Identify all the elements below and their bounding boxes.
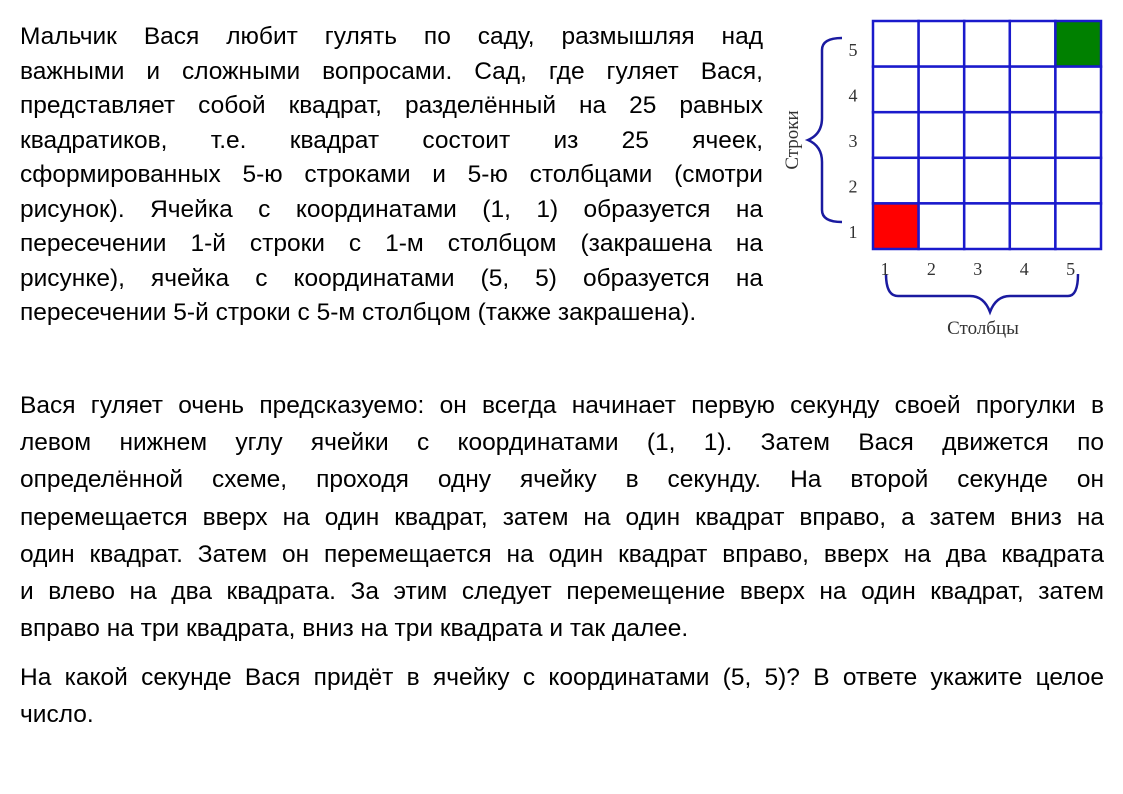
column-number: 2 xyxy=(926,259,936,279)
grid-cell-3-2 xyxy=(919,112,965,158)
grid-cell-1-2 xyxy=(919,203,965,249)
grid-cell-4-4 xyxy=(1010,67,1056,113)
text-line: рисунок). Ячейка с координатами (1, 1) образуется на xyxy=(20,195,763,223)
text-line: один квадрат. Затем он перемещается на один квадрат вправо, вверх на два квадрата xyxy=(20,540,1104,568)
column-number: 3 xyxy=(973,259,983,279)
grid-cell-3-4 xyxy=(1010,112,1056,158)
text-line: На какой секунде Вася придёт в ячейку с координатами (5, 5)? В ответе укажите целое xyxy=(20,664,1104,691)
paragraph-movement xyxy=(20,387,1104,647)
grid-cell-2-3 xyxy=(964,158,1010,204)
row-number: 5 xyxy=(848,39,858,60)
grid-cell-5-3 xyxy=(964,21,1010,67)
text-line: пересечении 1-й строки с 1-м столбцом (закрашена на xyxy=(20,230,763,257)
grid-cell-3-5 xyxy=(1055,112,1101,158)
text-line: определённой схеме, проходя одну ячейку в секунду. На второй секунде он xyxy=(20,466,1104,494)
row-number: 1 xyxy=(848,222,858,243)
garden-grid-figure xyxy=(780,10,1110,350)
grid-cell-4-2 xyxy=(919,67,965,113)
column-number: 1 xyxy=(880,259,890,279)
grid-cell-5-1 xyxy=(873,21,919,67)
grid-cell-2-1 xyxy=(873,158,919,204)
grid-cell-2-2 xyxy=(919,158,965,204)
text-line: число. xyxy=(20,701,94,729)
text-line: квадратиков, т.е. квадрат состоит из 25 ячеек, xyxy=(20,126,763,154)
rows-brace-icon xyxy=(808,38,842,222)
text-line: важными и сложными вопросами. Сад, где гуляет Вася, xyxy=(20,57,763,85)
grid-cell-2-4 xyxy=(1010,158,1056,204)
columns-label: Столбцы xyxy=(947,318,1019,339)
grid-cell-3-3 xyxy=(964,112,1010,158)
text-line: перемещается вверх на один квадрат, затем на один квадрат вправо, а затем вниз на xyxy=(20,503,1104,531)
text-line: Вася гуляет очень предсказуемо: он всегда начинает первую секунду своей прогулки в xyxy=(20,392,1104,419)
grid-cell-1-3 xyxy=(964,203,1010,249)
grid-cell-5-4 xyxy=(1010,21,1056,67)
grid-cell-5-5 xyxy=(1055,21,1101,67)
grid-cell-2-5 xyxy=(1055,158,1101,204)
grid-cell-5-2 xyxy=(919,21,965,67)
text-line: представляет собой квадрат, разделённый на 25 равных xyxy=(20,92,763,119)
text-line: рисунке), ячейка с координатами (5, 5) образуется на xyxy=(20,264,763,292)
text-line: и влево на два квадрата. За этим следует перемещение вверх на один квадрат, затем xyxy=(20,577,1104,605)
row-number: 3 xyxy=(848,131,858,151)
grid-cell-4-1 xyxy=(873,67,919,113)
grid-cell-1-4 xyxy=(1010,203,1056,249)
rows-label: Строки xyxy=(782,110,803,170)
paragraph-question xyxy=(20,659,1104,733)
text-line: левом нижнем углу ячейки с координатами (1, 1). Затем Вася движется по xyxy=(20,429,1104,457)
row-number: 2 xyxy=(848,176,858,197)
column-number: 5 xyxy=(1066,259,1076,279)
text-line: сформированных 5-ю строками и 5-ю столбцами (смотри xyxy=(20,161,763,188)
grid-cell-3-1 xyxy=(873,112,919,158)
grid-cell-1-5 xyxy=(1055,203,1101,249)
grid-cell-4-5 xyxy=(1055,67,1101,113)
paragraph-intro xyxy=(20,20,763,331)
grid-cell-1-1 xyxy=(873,203,919,249)
column-number: 4 xyxy=(1019,259,1029,279)
row-number: 4 xyxy=(848,85,858,106)
grid-cell-4-3 xyxy=(964,67,1010,113)
text-line: вправо на три квадрата, вниз на три квадрата и так далее. xyxy=(20,615,689,643)
text-line: пересечении 5-й строки с 5-м столбцом (также закрашена). xyxy=(20,299,697,326)
columns-brace-icon xyxy=(886,274,1078,312)
text-line: Мальчик Вася любит гулять по саду, размышляя над xyxy=(20,23,763,50)
